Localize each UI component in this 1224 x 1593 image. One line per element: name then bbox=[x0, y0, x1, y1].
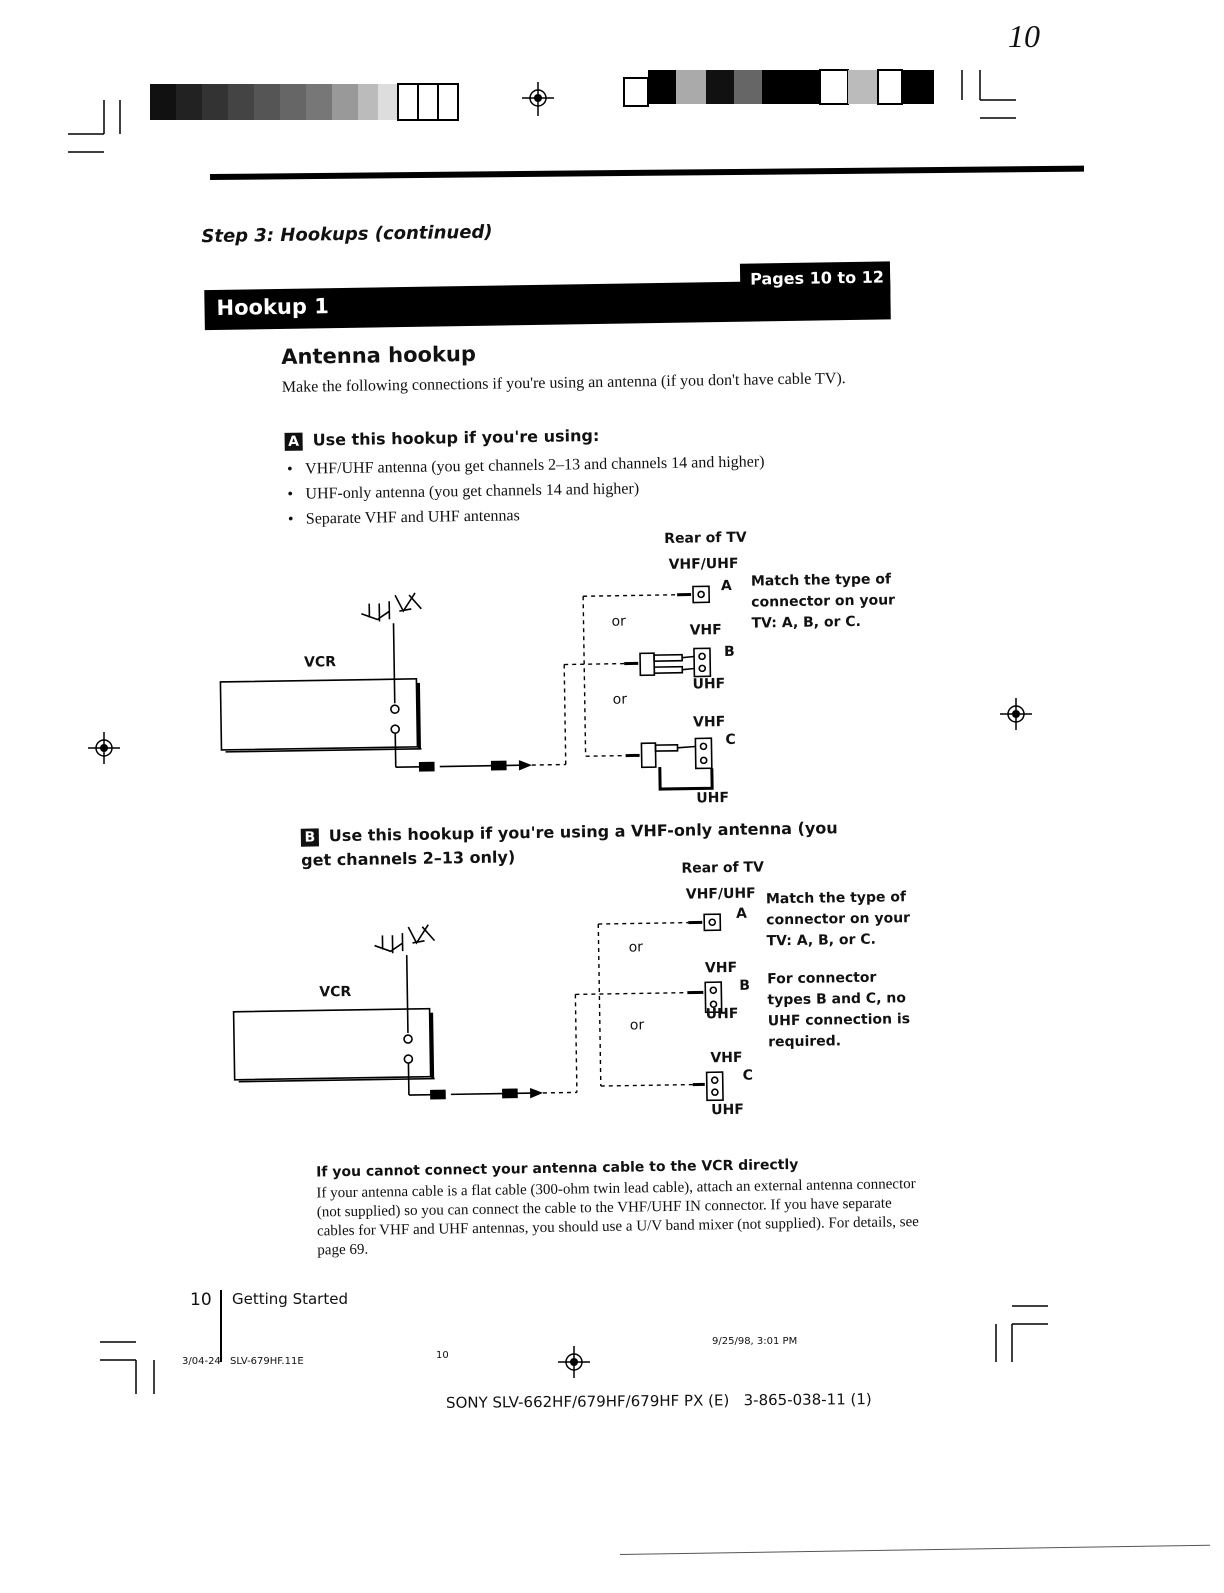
bullet-item: • Separate VHF and UHF antennas bbox=[286, 497, 906, 532]
part-b-heading-text: Use this hookup if you're using a VHF-only antenna (you get channels 2–13 only) bbox=[301, 818, 838, 869]
diagram-b-vhf-c: VHF bbox=[710, 1050, 742, 1067]
footer-divider bbox=[220, 1290, 222, 1362]
step-title: Step 3: Hookups (continued) bbox=[201, 222, 492, 248]
diagram-b-label-a: A bbox=[736, 906, 747, 922]
footer-page-number: 10 bbox=[190, 1290, 212, 1310]
footer-model-line: SONY SLV-662HF/679HF/679HF PX (E) 3-865-038-11 (1) bbox=[446, 1390, 872, 1412]
hookup-tab-label: Hookup 1 bbox=[216, 294, 329, 320]
footer-file-name: SLV-679HF.11E bbox=[230, 1356, 304, 1367]
bullet-item: • UHF-only antenna (you get channels 14 and higher) bbox=[285, 472, 905, 507]
diagram-a-label-b: B bbox=[724, 644, 735, 660]
diagram-a-vhf-uhf: VHF/UHF bbox=[669, 556, 739, 573]
part-a-letter: A bbox=[285, 433, 303, 451]
diagram-a-vhf-c: VHF bbox=[693, 714, 725, 731]
bullet-item: • VHF/UHF antenna (you get channels 2–13 and channels 14 and higher) bbox=[285, 447, 905, 482]
footer-sheet-number: 10 bbox=[436, 1350, 449, 1361]
footer-timestamp: 9/25/98, 3:01 PM bbox=[712, 1336, 797, 1347]
diagram-b-match-note: Match the type of connector on your TV: A, B, or C. bbox=[766, 887, 917, 952]
part-b-letter: B bbox=[301, 828, 319, 846]
diagram-a-match-note: Match the type of connector on your TV: A, B, or C. bbox=[751, 569, 902, 634]
diagram-a-label-a: A bbox=[721, 578, 732, 594]
part-a-heading-text: Use this hookup if you're using: bbox=[312, 426, 599, 450]
diagram-a-or-2: or bbox=[613, 692, 628, 708]
footnote-body: If your antenna cable is a flat cable (300-ohm twin lead cable), attach an external antenna connector (not supplied) so you can connect the cable to the VHF/UHF IN connector. If you have separate cables for VHF and UHF antennas, you should use a U/V band mixer (not supplied). For details, see page 69. bbox=[316, 1175, 921, 1260]
diagram-b-uhf-c: UHF bbox=[711, 1102, 744, 1119]
diagram-b-connector-note: For connector types B and C, no UHF connection is required. bbox=[767, 967, 924, 1053]
diagram-a-vcr: VCR bbox=[304, 654, 336, 670]
diagram-a-rear-of-tv: Rear of TV bbox=[664, 530, 747, 547]
diagram-b-rear-of-tv: Rear of TV bbox=[681, 859, 764, 876]
section-title: Antenna hookup bbox=[281, 342, 476, 369]
diagram-b-vhf-b: VHF bbox=[705, 960, 737, 977]
diagram-b-uhf-b: UHF bbox=[706, 1006, 739, 1023]
diagram-b-or-2: or bbox=[630, 1017, 645, 1033]
diagram-b-or-1: or bbox=[629, 939, 644, 955]
footnote-heading: If you cannot connect your antenna cable to the VCR directly bbox=[316, 1157, 798, 1181]
footer-section: Getting Started bbox=[232, 1290, 348, 1308]
diagram-a-uhf-b: UHF bbox=[692, 676, 725, 693]
diagram-a-or-1: or bbox=[611, 614, 626, 630]
handwritten-page-number: 10 bbox=[1008, 18, 1040, 55]
diagram-a-label-c: C bbox=[725, 732, 736, 748]
diagram-b-vcr: VCR bbox=[319, 984, 351, 1000]
intro-text: Make the following connections if you're using an antenna (if you don't have cable TV). bbox=[282, 368, 862, 399]
diagram-b-label-b: B bbox=[739, 978, 750, 994]
diagram-b-vhf-uhf: VHF/UHF bbox=[686, 886, 756, 903]
diagram-a-vhf-b: VHF bbox=[690, 622, 722, 639]
diagram-a-uhf-c: UHF bbox=[696, 790, 729, 807]
pages-tab-label: Pages 10 to 12 bbox=[750, 267, 884, 288]
footer-file-code: 3/04-24 bbox=[182, 1356, 221, 1367]
diagram-b-label-c: C bbox=[743, 1068, 754, 1084]
